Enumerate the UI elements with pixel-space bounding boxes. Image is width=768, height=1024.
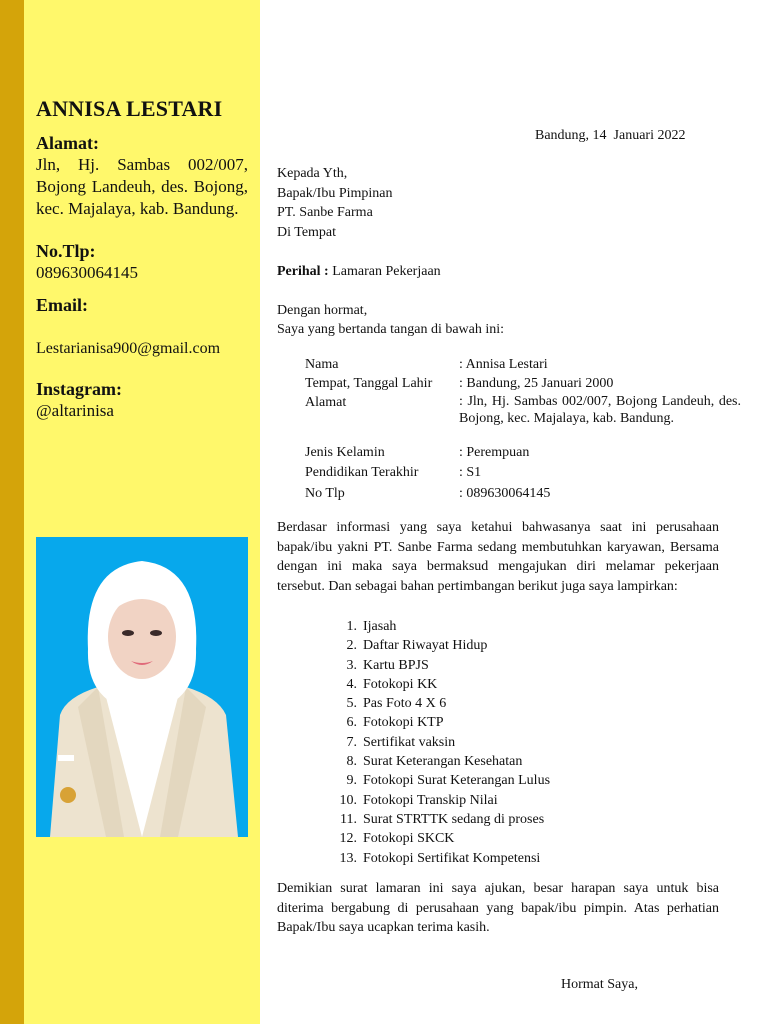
field-value: : Bandung, 25 Januari 2000 [459, 376, 614, 391]
closing-paragraph: Demikian surat lamaran ini saya ajukan, besar harapan saya untuk bisa diterima bergabung di perusahaan yang bapak/ibu pimpin. Atas perhatian Bapak/Ibu saya ucapkan terima kasih. [277, 881, 719, 935]
applicant-photo [36, 537, 248, 837]
list-item: 2. Daftar Riwayat Hidup [346, 638, 488, 654]
contact-info [36, 96, 248, 422]
email-label: Email: [36, 295, 88, 315]
field-label: Tempat, Tanggal Lahir [305, 376, 433, 391]
field-value: : Jln, Hj. Sambas 002/007, Bojong Landeuh, des. Bojong, kec. Majalaya, kab. Bandung. [459, 394, 741, 426]
list-item: 1. Ijasah [346, 619, 397, 634]
list-item: 12. Fotokopi SKCK [339, 831, 455, 847]
field-label: Alamat [305, 395, 347, 410]
field-label: Pendidikan Terakhir [305, 465, 419, 480]
list-item: 8. Surat Keterangan Kesehatan [346, 754, 523, 770]
portrait-illustration [36, 537, 248, 837]
subject-label: Perihal : [277, 264, 329, 279]
signoff: Hormat Saya, [561, 977, 638, 992]
greeting: Dengan hormat, [277, 303, 368, 318]
list-item: 10. Fotokopi Transkip Nilai [339, 792, 498, 808]
applicant-name: ANNISA LESTARI [36, 96, 223, 121]
list-item: 13. Fotokopi Sertifikat Kompetensi [339, 850, 541, 866]
intro: Saya yang bertanda tangan di bawah ini: [277, 322, 505, 337]
field-value: : 089630064145 [459, 486, 551, 501]
recipient-line: Kepada Yth, [277, 166, 348, 181]
field-row [305, 393, 741, 449]
field-value: : S1 [459, 465, 482, 480]
list-item: 9. Fotokopi Surat Keterangan Lulus [346, 773, 551, 789]
email-text: Lestarianisa900@gmail.com [36, 340, 221, 357]
gold-stripe [0, 0, 24, 1024]
list-item: 4. Fotokopi KK [346, 676, 438, 692]
field-value: : Annisa Lestari [459, 357, 548, 372]
letter-date: Bandung, 14 Januari 2022 [535, 128, 686, 143]
subject-line [277, 262, 441, 282]
address-label: Alamat: [36, 133, 99, 153]
list-item: 3. Kartu BPJS [346, 657, 429, 673]
attachment-list [333, 617, 693, 868]
instagram-text: @altarinisa [36, 401, 114, 420]
recipient-line: Bapak/Ibu Pimpinan [277, 186, 393, 201]
instagram-label: Instagram: [36, 379, 122, 399]
subject-text: Lamaran Pekerjaan [328, 264, 441, 279]
list-item: 11. Surat STRTTK sedang di proses [340, 811, 545, 827]
recipient-line: Di Tempat [277, 225, 337, 240]
list-item: 6. Fotokopi KTP [346, 715, 444, 731]
recipient-line: PT. Sanbe Farma [277, 205, 373, 220]
address-text: Jln, Hj. Sambas 002/007, Bojong Landeuh, des. Bojong, kec. Majalaya, kab. Bandung. [36, 155, 248, 218]
field-label: Jenis Kelamin [305, 445, 385, 460]
field-value: : Perempuan [459, 445, 530, 460]
phone-text: 089630064145 [36, 263, 138, 282]
phone-label: No.Tlp: [36, 241, 96, 261]
list-item: 5. Pas Foto 4 X 6 [346, 696, 447, 712]
list-item: 7. Sertifikat vaksin [346, 734, 456, 750]
field-label: No Tlp [305, 486, 345, 501]
sidebar [24, 0, 260, 1024]
body-paragraph: Berdasar informasi yang saya ketahui bahwasanya saat ini perusahaan bapak/ibu yakni PT. Sanbe Farma sedang membutuhkan karyawan, Bersama dengan ini maka saya bermaksud mengajukan diri melamar pekerjaan tersebut. Dan sebagai bahan pertimbangan berikut juga saya lampirkan: [277, 520, 719, 594]
field-label: Nama [305, 357, 339, 372]
